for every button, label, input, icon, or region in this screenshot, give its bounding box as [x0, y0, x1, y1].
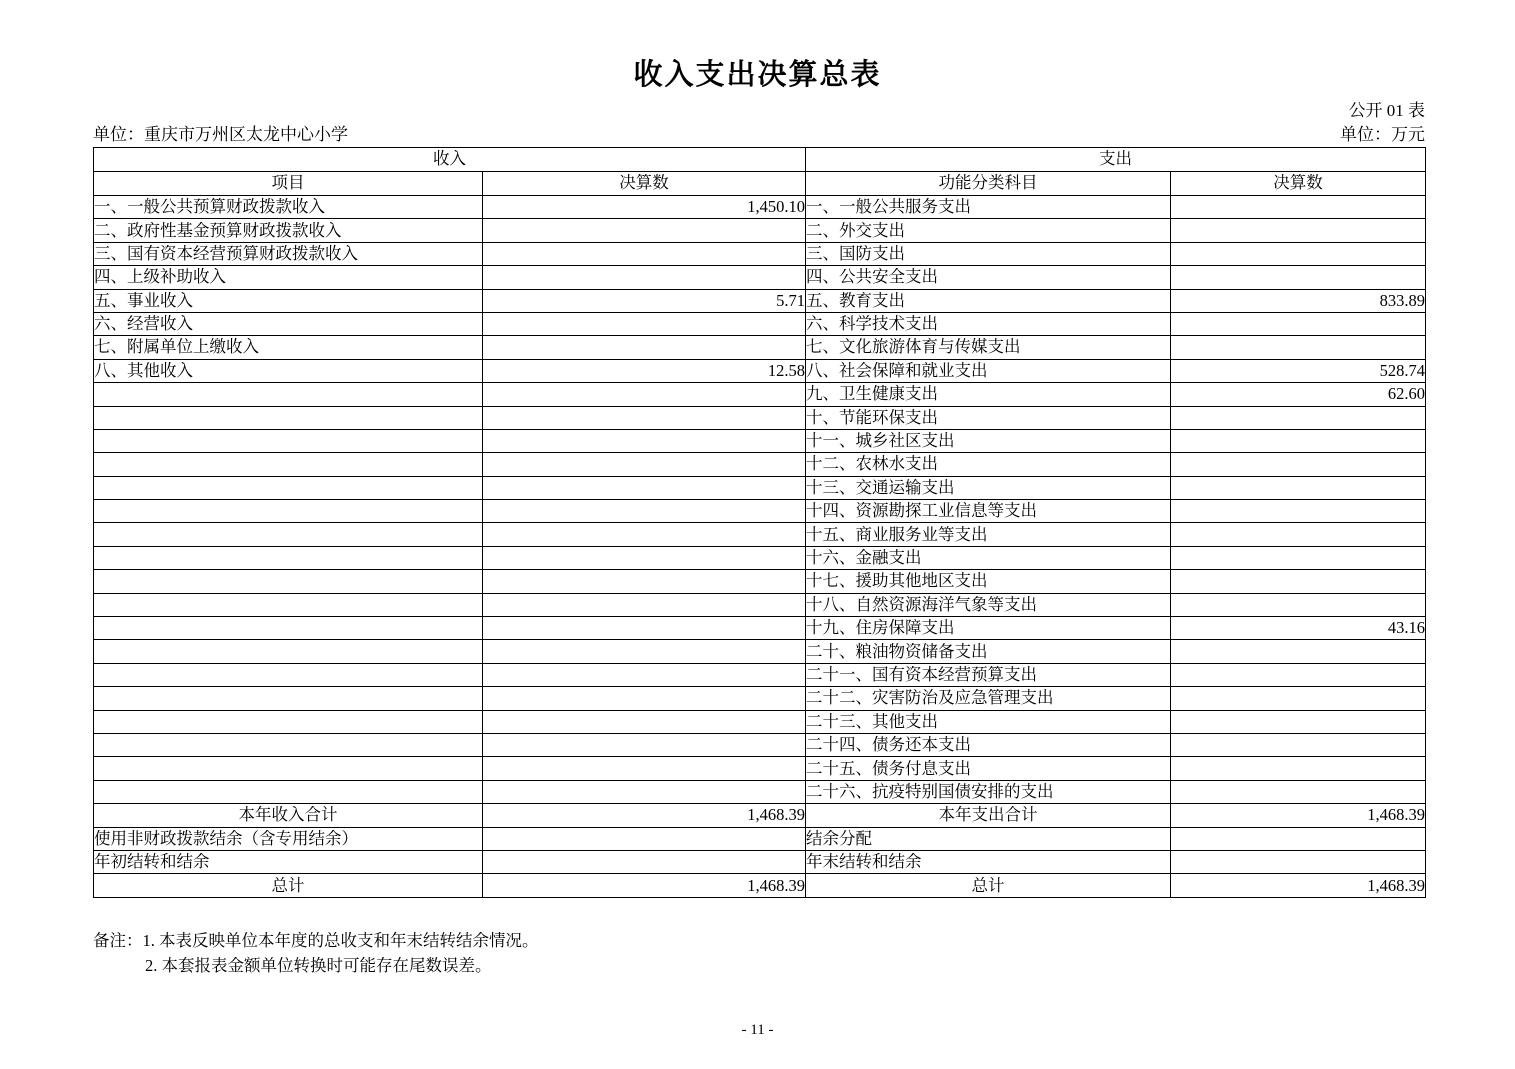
- income-item-label: 三、国有资本经营预算财政拨款收入: [94, 242, 483, 265]
- expense-item-label: 五、教育支出: [806, 289, 1171, 312]
- expense-amount: [1171, 593, 1426, 616]
- expense-item-label: 三、国防支出: [806, 242, 1171, 265]
- income-item-label: [94, 383, 483, 406]
- income-amount: [483, 570, 806, 593]
- section-header-row: [94, 148, 1426, 172]
- expense-item-label: 十九、住房保障支出: [806, 617, 1171, 640]
- income-amount: [483, 757, 806, 780]
- income-item-label: [94, 617, 483, 640]
- income-item-label: 二、政府性基金预算财政拨款收入: [94, 219, 483, 242]
- expense-item-label: 年末结转和结余: [806, 850, 1171, 873]
- income-item-label: 六、经营收入: [94, 312, 483, 335]
- income-section-header: 收入: [94, 148, 806, 172]
- income-amount: [483, 850, 806, 873]
- expense-amount: [1171, 453, 1426, 476]
- expense-amount: [1171, 266, 1426, 289]
- expense-amount: [1171, 406, 1426, 429]
- column-header-income-item: 项目: [94, 172, 483, 196]
- income-item-label: 四、上级补助收入: [94, 266, 483, 289]
- table-row-7: [94, 336, 1426, 359]
- income-item-label: [94, 687, 483, 710]
- table-row-17: [94, 570, 1426, 593]
- income-amount: 12.58: [483, 359, 806, 382]
- unit-name: 单位：重庆市万州区太龙中心小学: [93, 125, 348, 144]
- income-amount: [483, 687, 806, 710]
- expense-amount: [1171, 336, 1426, 359]
- income-item-label: [94, 523, 483, 546]
- expense-item-label: 十一、城乡社区支出: [806, 429, 1171, 452]
- income-amount: [483, 406, 806, 429]
- table-row-2: [94, 219, 1426, 242]
- expense-item-label: 二十五、债务付息支出: [806, 757, 1171, 780]
- income-item-label: [94, 546, 483, 569]
- income-amount: 1,468.39: [483, 804, 806, 827]
- income-item-label: 七、附属单位上缴收入: [94, 336, 483, 359]
- table-row-10: [94, 406, 1426, 429]
- expense-item-label: 二十一、国有资本经营预算支出: [806, 663, 1171, 686]
- income-item-label: [94, 570, 483, 593]
- notes-label: 备注：: [93, 931, 143, 950]
- income-amount: 5.71: [483, 289, 806, 312]
- table-row-8: [94, 359, 1426, 382]
- income-item-label: [94, 593, 483, 616]
- income-amount: [483, 453, 806, 476]
- note-line-1: [93, 928, 539, 953]
- income-amount: [483, 640, 806, 663]
- expense-amount: [1171, 219, 1426, 242]
- column-header-expense-category: 功能分类科目: [806, 172, 1171, 196]
- expense-amount: [1171, 663, 1426, 686]
- income-amount: [483, 242, 806, 265]
- income-item-label: [94, 476, 483, 499]
- expense-amount: 1,468.39: [1171, 874, 1426, 898]
- expense-item-label: 十二、农林水支出: [806, 453, 1171, 476]
- income-item-label: [94, 710, 483, 733]
- budget-summary-table: [93, 147, 1426, 898]
- income-item-label: 五、事业收入: [94, 289, 483, 312]
- expense-item-label: 二、外交支出: [806, 219, 1171, 242]
- income-amount: [483, 429, 806, 452]
- income-amount: [483, 827, 806, 850]
- expense-amount: [1171, 757, 1426, 780]
- income-amount: [483, 593, 806, 616]
- expense-item-label: 结余分配: [806, 827, 1171, 850]
- table-row-5: [94, 289, 1426, 312]
- expense-item-label: 八、社会保障和就业支出: [806, 359, 1171, 382]
- income-item-label: [94, 733, 483, 756]
- expense-amount: [1171, 242, 1426, 265]
- table-row-16: [94, 546, 1426, 569]
- expense-item-label: 七、文化旅游体育与传媒支出: [806, 336, 1171, 359]
- income-amount: 1,468.39: [483, 874, 806, 898]
- income-amount: [483, 312, 806, 335]
- income-item-label: 总计: [94, 874, 483, 898]
- expense-amount: [1171, 429, 1426, 452]
- expense-amount: 62.60: [1171, 383, 1426, 406]
- unit-currency: 单位：万元: [1340, 125, 1425, 144]
- form-number: 公开 01 表: [1348, 101, 1425, 120]
- table-row-23: [94, 710, 1426, 733]
- expense-item-label: 十四、资源勘探工业信息等支出: [806, 500, 1171, 523]
- note-text-2: 2. 本套报表金额单位转换时可能存在尾数误差。: [145, 956, 492, 975]
- income-amount: [483, 383, 806, 406]
- table-row-18: [94, 593, 1426, 616]
- income-amount: [483, 219, 806, 242]
- expense-amount: [1171, 687, 1426, 710]
- expense-item-label: 总计: [806, 874, 1171, 898]
- expense-item-label: 十、节能环保支出: [806, 406, 1171, 429]
- expense-item-label: 十五、商业服务业等支出: [806, 523, 1171, 546]
- expense-amount: 833.89: [1171, 289, 1426, 312]
- note-line-2: [93, 953, 539, 978]
- unit-line: [93, 120, 1425, 145]
- table-row-4: [94, 266, 1426, 289]
- table-row-21: [94, 663, 1426, 686]
- note-text-1: 1. 本表反映单位本年度的总收支和年末结转结余情况。: [142, 931, 539, 950]
- expense-item-label: 二十、粮油物资储备支出: [806, 640, 1171, 663]
- expense-item-label: 十六、金融支出: [806, 546, 1171, 569]
- expense-item-label: 二十二、灾害防治及应急管理支出: [806, 687, 1171, 710]
- expense-amount: [1171, 196, 1426, 219]
- expense-item-label: 九、卫生健康支出: [806, 383, 1171, 406]
- income-amount: [483, 710, 806, 733]
- table-row-24: [94, 733, 1426, 756]
- expense-amount: [1171, 850, 1426, 873]
- page-title: 收入支出决算总表: [633, 59, 882, 91]
- expense-item-label: 二十六、抗疫特别国债安排的支出: [806, 780, 1171, 803]
- column-header-income-amount: 决算数: [483, 172, 806, 196]
- income-amount: [483, 617, 806, 640]
- expense-item-label: 六、科学技术支出: [806, 312, 1171, 335]
- expense-amount: [1171, 780, 1426, 803]
- table-row-20: [94, 640, 1426, 663]
- income-item-label: [94, 640, 483, 663]
- income-item-label: 年初结转和结余: [94, 850, 483, 873]
- expense-amount: [1171, 710, 1426, 733]
- expense-item-label: 二十四、债务还本支出: [806, 733, 1171, 756]
- table-row-26: [94, 780, 1426, 803]
- expense-amount: [1171, 570, 1426, 593]
- income-amount: [483, 336, 806, 359]
- page-number: - 11 -: [741, 1022, 774, 1038]
- column-header-expense-amount: 决算数: [1171, 172, 1426, 196]
- income-amount: [483, 266, 806, 289]
- expense-item-label: 一、一般公共服务支出: [806, 196, 1171, 219]
- table-row-13: [94, 476, 1426, 499]
- income-amount: [483, 476, 806, 499]
- expense-amount: [1171, 476, 1426, 499]
- expense-item-label: 十三、交通运输支出: [806, 476, 1171, 499]
- table-row-12: [94, 453, 1426, 476]
- income-item-label: [94, 500, 483, 523]
- income-item-label: 使用非财政拨款结余（含专用结余）: [94, 827, 483, 850]
- expense-item-label: 十七、援助其他地区支出: [806, 570, 1171, 593]
- income-item-label: [94, 406, 483, 429]
- table-row-3: [94, 242, 1426, 265]
- table-row-19: [94, 617, 1426, 640]
- table-row-15: [94, 523, 1426, 546]
- income-amount: [483, 780, 806, 803]
- expense-amount: [1171, 733, 1426, 756]
- notes: [93, 928, 539, 978]
- table-row-27: [94, 804, 1426, 827]
- income-amount: [483, 523, 806, 546]
- table-row-14: [94, 500, 1426, 523]
- expense-amount: 1,468.39: [1171, 804, 1426, 827]
- column-header-row: [94, 172, 1426, 196]
- income-amount: [483, 546, 806, 569]
- income-item-label: [94, 663, 483, 686]
- income-item-label: 一、一般公共预算财政拨款收入: [94, 196, 483, 219]
- expense-amount: [1171, 827, 1426, 850]
- income-item-label: [94, 429, 483, 452]
- table-row-11: [94, 429, 1426, 452]
- income-item-label: [94, 453, 483, 476]
- table-row-28: [94, 827, 1426, 850]
- expense-section-header: 支出: [806, 148, 1426, 172]
- expense-amount: 43.16: [1171, 617, 1426, 640]
- expense-amount: 528.74: [1171, 359, 1426, 382]
- expense-item-label: 十八、自然资源海洋气象等支出: [806, 593, 1171, 616]
- income-amount: 1,450.10: [483, 196, 806, 219]
- table-row-30: [94, 874, 1426, 898]
- income-amount: [483, 733, 806, 756]
- table-row-22: [94, 687, 1426, 710]
- expense-amount: [1171, 546, 1426, 569]
- table-row-25: [94, 757, 1426, 780]
- income-amount: [483, 663, 806, 686]
- expense-item-label: 二十三、其他支出: [806, 710, 1171, 733]
- table-row-1: [94, 196, 1426, 219]
- expense-item-label: 四、公共安全支出: [806, 266, 1171, 289]
- expense-amount: [1171, 312, 1426, 335]
- table-row-29: [94, 850, 1426, 873]
- income-item-label: 本年收入合计: [94, 804, 483, 827]
- income-item-label: [94, 757, 483, 780]
- expense-item-label: 本年支出合计: [806, 804, 1171, 827]
- income-item-label: 八、其他收入: [94, 359, 483, 382]
- income-item-label: [94, 780, 483, 803]
- income-amount: [483, 500, 806, 523]
- table-row-9: [94, 383, 1426, 406]
- table-row-6: [94, 312, 1426, 335]
- expense-amount: [1171, 500, 1426, 523]
- expense-amount: [1171, 640, 1426, 663]
- expense-amount: [1171, 523, 1426, 546]
